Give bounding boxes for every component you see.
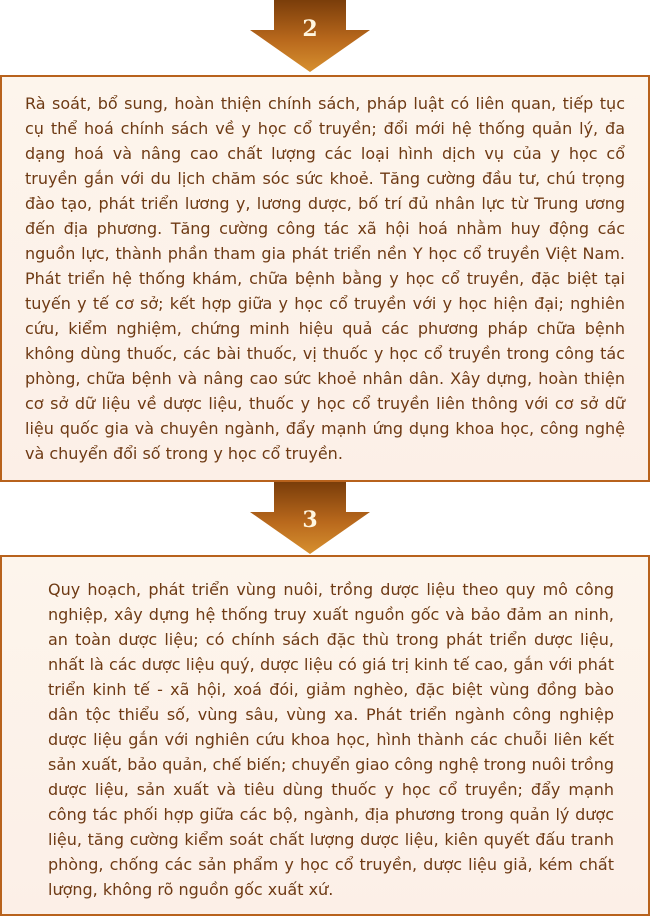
step-3-text: Quy hoạch, phát triển vùng nuôi, trồng dược liệu theo quy mô công nghiệp, xây dựng hệ thống truy xuất nguồn gốc và bảo đảm an ninh, an toàn dược liệu; có chính sách đặc thù trong phát triển dược liệu, nhất là các dược liệu quý, dược liệu có giá trị kinh tế cao, gắn với phát triển kinh tế - xã hội, xoá đói, giảm nghèo, đặc biệt vùng đồng bào dân tộc thiểu số, vùng sâu, vùng xa. Phát triển ngành công nghiệp dược liệu gắn với nghiên cứu khoa học, hình thành các chuỗi liên kết sản xuất, bảo quản, chế biến; chuyển giao công nghệ trong nuôi trồng dược liệu, sản xuất và tiêu dùng thuốc y học cổ truyền; đẩy mạnh công tác phối hợp giữa các bộ, ngành, địa phương trong quản lý dược liệu, tăng cường kiểm soát chất lượng dược liệu, kiên quyết đấu tranh phòng, chống các sản phẩm y học cổ truyền, dược liệu giả, kém chất lượng, không rõ nguồn gốc xuất xứ. (48, 580, 614, 899)
step-2-text: Rà soát, bổ sung, hoàn thiện chính sách, pháp luật có liên quan, tiếp tục cụ thể hoá chính sách về y học cổ truyền; đổi mới hệ thống quản lý, đa dạng hoá và nâng cao chất lượng các loại hình dịch vụ của y học cổ truyền gắn với du lịch chăm sóc sức khoẻ. Tăng cường đầu tư, chú trọng đào tạo, phát triển lương y, lương dược, bố trí đủ nhân lực từ Trung ương đến địa phương. Tăng cường công tác xã hội hoá nhằm huy động các nguồn lực, thành phần tham gia phát triển nền Y học cổ truyền Việt Nam. Phát triển hệ thống khám, chữa bệnh bằng y học cổ truyền, đặc biệt tại tuyến y tế cơ sở; kết hợp giữa y học cổ truyền với y học hiện đại; nghiên cứu, kiểm nghiệm, chứng minh hiệu quả các phương pháp chữa bệnh không dùng thuốc, các bài thuốc, vị thuốc y học cổ truyền trong công tác phòng, chữa bệnh và nâng cao sức khoẻ nhân dân. Xây dựng, hoàn thiện cơ sở dữ liệu về dược liệu, thuốc y học cổ truyền liên thông với cơ sở dữ liệu quốc gia và chuyên ngành, đẩy mạnh ứng dụng khoa học, công nghệ và chuyển đổi số trong y học cổ truyền. (25, 94, 625, 463)
step-3-arrow (250, 482, 370, 554)
step-2-box (0, 75, 650, 482)
step-number: 3 (302, 507, 318, 533)
step-2-arrow (250, 0, 370, 72)
step-number: 2 (302, 16, 318, 42)
step-3-box (0, 555, 650, 916)
